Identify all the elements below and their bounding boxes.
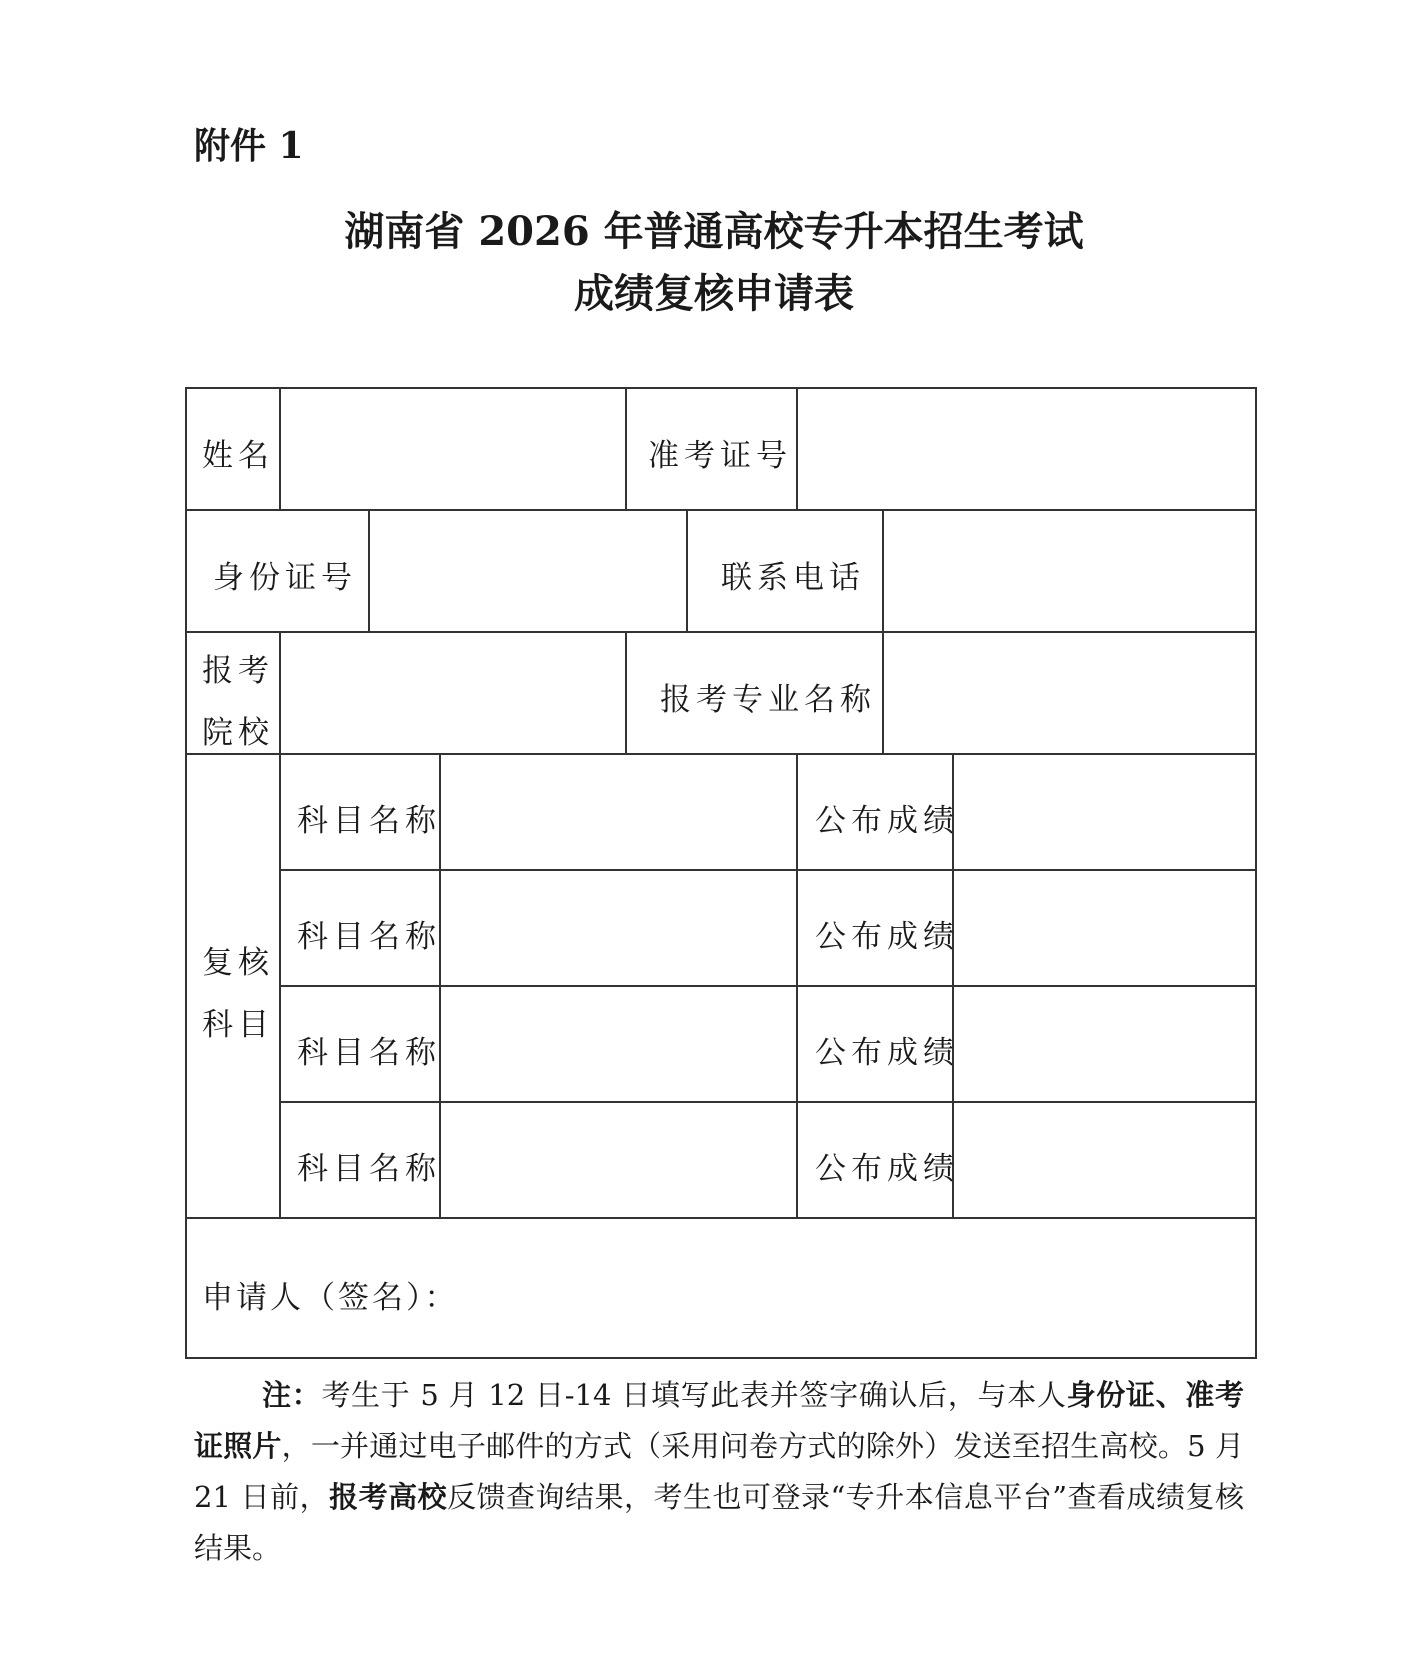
admission-ticket-field[interactable] [799, 390, 1254, 508]
table-border-top [185, 387, 1257, 389]
row3-col-divider-2 [625, 631, 627, 755]
table-divider-subject3 [279, 1101, 1257, 1103]
row1-col-divider-3 [796, 387, 798, 511]
subject-name-field[interactable] [442, 872, 795, 984]
published-score-label: 公布成绩 [815, 803, 959, 839]
row3-col-divider-1 [279, 631, 281, 755]
note-bold-school: 报考高校 [329, 1480, 448, 1514]
note-bold-id-ticket: 身份证、准考证照片 [194, 1378, 1244, 1463]
major-field[interactable] [885, 634, 1254, 752]
school-label-line2: 院校 [202, 715, 274, 751]
note-lead: 注： [262, 1378, 322, 1412]
name-field[interactable] [282, 390, 624, 508]
table-border-right [1255, 387, 1257, 1359]
school-label-line1: 报考 [202, 653, 274, 689]
phone-field[interactable] [885, 512, 1254, 630]
row3-col-divider-3 [882, 631, 884, 755]
row2-col-divider-3 [882, 509, 884, 633]
review-subjects-label-line1: 复核 [202, 945, 274, 981]
table-divider-subject1 [279, 869, 1257, 871]
id-number-field[interactable] [371, 512, 685, 630]
subjects-col-divider-3 [796, 753, 798, 1219]
applicant-signature-label: 申请人（签名）： [202, 1280, 459, 1316]
published-score-label: 公布成绩 [815, 1151, 959, 1187]
table-border-bottom [185, 1357, 1257, 1359]
table-divider-subject2 [279, 985, 1257, 987]
subject-name-field[interactable] [442, 756, 795, 868]
subject-name-label: 科目名称 [297, 919, 441, 955]
review-subjects-label [202, 932, 274, 1056]
note-text-part2: ，一并通过电子邮件的方式（采用问卷方式的除外）发送至招生高校。5 月 21 日前， [194, 1429, 1244, 1514]
subjects-col-divider-1 [279, 753, 281, 1219]
table-divider-row1 [185, 509, 1257, 511]
subject-name-field[interactable] [442, 988, 795, 1100]
table-divider-row2 [185, 631, 1257, 633]
subject-name-label: 科目名称 [297, 1151, 441, 1187]
published-score-field[interactable] [955, 756, 1254, 868]
published-score-label: 公布成绩 [815, 1035, 959, 1071]
table-border-left [185, 387, 187, 1359]
published-score-field[interactable] [955, 872, 1254, 984]
review-subjects-label-line2: 科目 [202, 1007, 274, 1043]
subject-name-label: 科目名称 [297, 1035, 441, 1071]
subject-name-field[interactable] [442, 1104, 795, 1216]
table-divider-signature [185, 1217, 1257, 1219]
published-score-label: 公布成绩 [815, 919, 959, 955]
applicant-signature-field[interactable] [450, 1220, 1254, 1356]
school-label [202, 640, 274, 764]
id-number-label: 身份证号 [213, 560, 357, 596]
document-title-line1: 湖南省 2026 年普通高校专升本招生考试 [344, 208, 1084, 255]
row2-col-divider-1 [368, 509, 370, 633]
note-paragraph [194, 1370, 1244, 1574]
major-label: 报考专业名称 [660, 682, 876, 718]
name-label: 姓名 [202, 438, 274, 474]
attachment-label: 附件 1 [194, 125, 304, 167]
note-text-part3: 反馈查询结果，考生也可登录“专升本信息平台”查看成绩复核结果。 [194, 1480, 1244, 1565]
document-title-line2: 成绩复核申请表 [574, 270, 854, 317]
row2-col-divider-2 [686, 509, 688, 633]
subject-name-label: 科目名称 [297, 803, 441, 839]
row1-col-divider-2 [625, 387, 627, 511]
note-text-part1: 考生于 5 月 12 日-14 日填写此表并签字确认后，与本人 [321, 1378, 1067, 1412]
row1-col-divider-1 [279, 387, 281, 511]
table-divider-row3 [185, 753, 1257, 755]
published-score-field[interactable] [955, 1104, 1254, 1216]
published-score-field[interactable] [955, 988, 1254, 1100]
phone-label: 联系电话 [721, 560, 865, 596]
school-field[interactable] [282, 634, 624, 752]
admission-ticket-label: 准考证号 [648, 438, 792, 474]
